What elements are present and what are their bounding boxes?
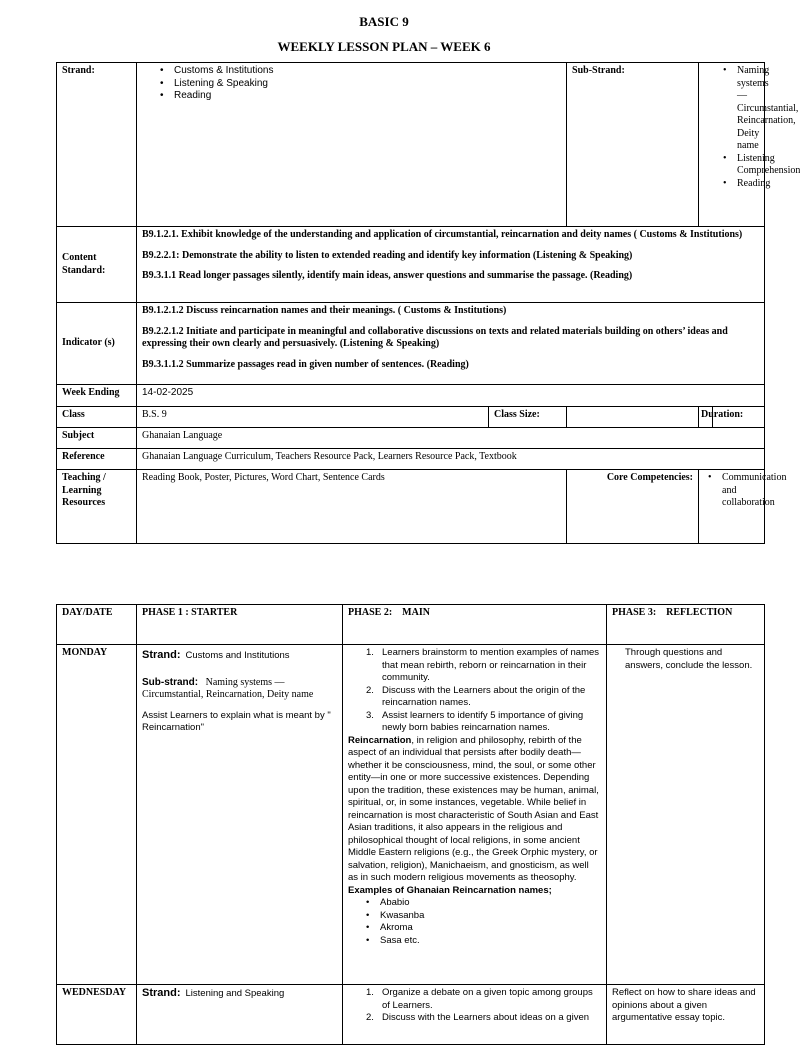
document-title: BASIC 9 [359,14,409,29]
content-standard-item: B9.2.2.1: Demonstrate the ability to listen to extended reading and identify key information (Listening & Speaking) [142,249,633,261]
monday-term: Reincarnation [348,734,412,746]
monday-starter-cell [137,645,343,985]
monday-sub-strand-label: Sub-strand: [142,676,199,688]
wednesday-step: Organize a debate on a given topic among groups of Learners. [382,987,593,1011]
monday-step: Assist learners to identify 5 importance of giving newly born babies reincarnation names. [382,709,584,733]
strand-list-cell [137,63,567,227]
reference-value: Ghanaian Language Curriculum, Teachers Resource Pack, Learners Resource Pack, Textbook [137,449,765,470]
weekly-schedule-table [56,604,765,1045]
resources-label: Teaching / Learning Resources [57,470,137,544]
monday-starter-text: Assist Learners to explain what is meant by " Reincarnation" [142,709,331,733]
resources-value: Reading Book, Poster, Pictures, Word Chart, Sentence Cards [137,470,567,544]
monday-strand: Customs and Institutions [185,650,290,661]
monday-main-cell [343,645,607,985]
monday-reflection: Through questions and answers, conclude the lesson. [607,645,765,985]
indicator-item: B9.1.2.1.2 Discuss reincarnation names and their meanings. ( Customs & Institutions) [142,305,507,316]
indicators-cell [137,303,765,385]
wednesday-main-cell [343,985,607,1045]
sub-strand-item: • Reading [719,178,759,191]
wednesday-strand-label: Strand: [142,987,181,999]
strand-label: Strand: [57,63,137,227]
header-day-date: DAY/DATE [57,605,137,645]
class-size-value [567,407,699,428]
wednesday-reflection: Reflect on how to share ideas and opinions about a given argumentative essay topic. [607,985,765,1045]
wednesday-day: WEDNESDAY [57,985,137,1045]
wednesday-strand: Listening and Speaking [185,988,285,999]
sub-strand-label: Sub-Strand: [567,63,699,227]
strand-item: • Customs & Institutions [156,65,561,78]
subject-label: Subject [57,428,137,449]
content-standards-cell [137,227,765,303]
wednesday-step: Discuss with the Learners about ideas on a given [382,1012,590,1023]
monday-example-name: • Akroma [362,922,601,935]
core-competencies-cell [699,470,787,544]
sub-strand-item: • Listening Comprehension [719,153,759,178]
indicator-item: B9.3.1.1.2 Summarize passages read in given number of sentences. (Reading) [142,358,469,370]
monday-definition: Reincarnation, in religion and philosophy, rebirth of the aspect of an individual that persists after bodily death—whether it be consciousness, mind, the soul, or some other entity—in one or more successive existences. Depending upon the tradition, these existences may be human, animal, spiritual, or, in some instances, vegetable. While belief in reincarnation is most characteristic of South Asian and East Asian traditions, it also appears in the religious and philosophical thought of local religions, in some ancient Middle Eastern religions (e.g., the Greek Orphic mystery, or salvation, religion), Manichaeism, and gnosticism, as well as in such modern religious movements as theosophy. [348,734,599,883]
class-value: B.S. 9 [137,407,489,428]
core-competencies-label: Core Competencies: [567,470,699,544]
subject-value: Ghanaian Language [137,428,765,449]
sub-strand-item: • Naming systems — Circumstantial, Reincarnation, Deity name [719,65,759,153]
content-standard-item: B9.3.1.1 Read longer passages silently, identify main ideas, answer questions and summarise the passage. (Reading) [142,270,633,281]
monday-example-name: • Kwasanba [362,910,601,923]
header-phase-main: PHASE 2: MAIN [343,605,607,645]
core-competency-item: • Communication and collaboration [704,472,759,510]
week-ending-value: 14-02-2025 [137,385,765,407]
monday-examples-heading: Examples of Ghanaian Reincarnation names; [348,884,552,896]
class-size-label: Class Size: [489,407,567,428]
wednesday-starter-cell [137,985,343,1045]
content-standard-item: B9.1.2.1. Exhibit knowledge of the understanding and application of circumstantial, reincarnation and deity names ( Customs & Institutions) [142,229,743,240]
header-phase-reflection: PHASE 3: REFLECTION [607,605,765,645]
header-phase-starter: PHASE 1 : STARTER [137,605,343,645]
document-subtitle: WEEKLY LESSON PLAN – WEEK 6 [277,39,491,54]
week-ending-label: Week Ending [57,385,137,407]
monday-step: Discuss with the Learners about the origin of the reincarnation names. [382,684,586,708]
strand-item: • Reading [156,90,561,103]
monday-example-name: • Ababio [362,897,601,910]
indicator-label: Indicator (s) [57,303,137,385]
monday-example-name: • Sasa etc. [362,935,601,948]
monday-strand-label: Strand: [142,649,181,661]
class-label: Class [57,407,137,428]
monday-sub-strand: Naming systems — Circumstantial, Reincarnation, Deity name [142,676,314,700]
duration-label: Duration: [699,407,713,428]
monday-day: MONDAY [57,645,137,985]
strand-item: • Listening & Speaking [156,78,561,91]
lesson-info-table [56,62,800,544]
indicator-item: B9.2.2.1.2 Initiate and participate in meaningful and collaborative discussions on texts and related materials building on others’ ideas and expressing their own clearly and persuasively. (Listening & Speaking) [142,325,728,349]
reference-label: Reference [57,449,137,470]
content-standard-label: Content Standard: [57,227,137,303]
monday-step: Learners brainstorm to mention examples of names that mean rebirth, reborn or reincarnation in their community. [382,647,600,683]
sub-strand-list-cell [699,63,800,227]
